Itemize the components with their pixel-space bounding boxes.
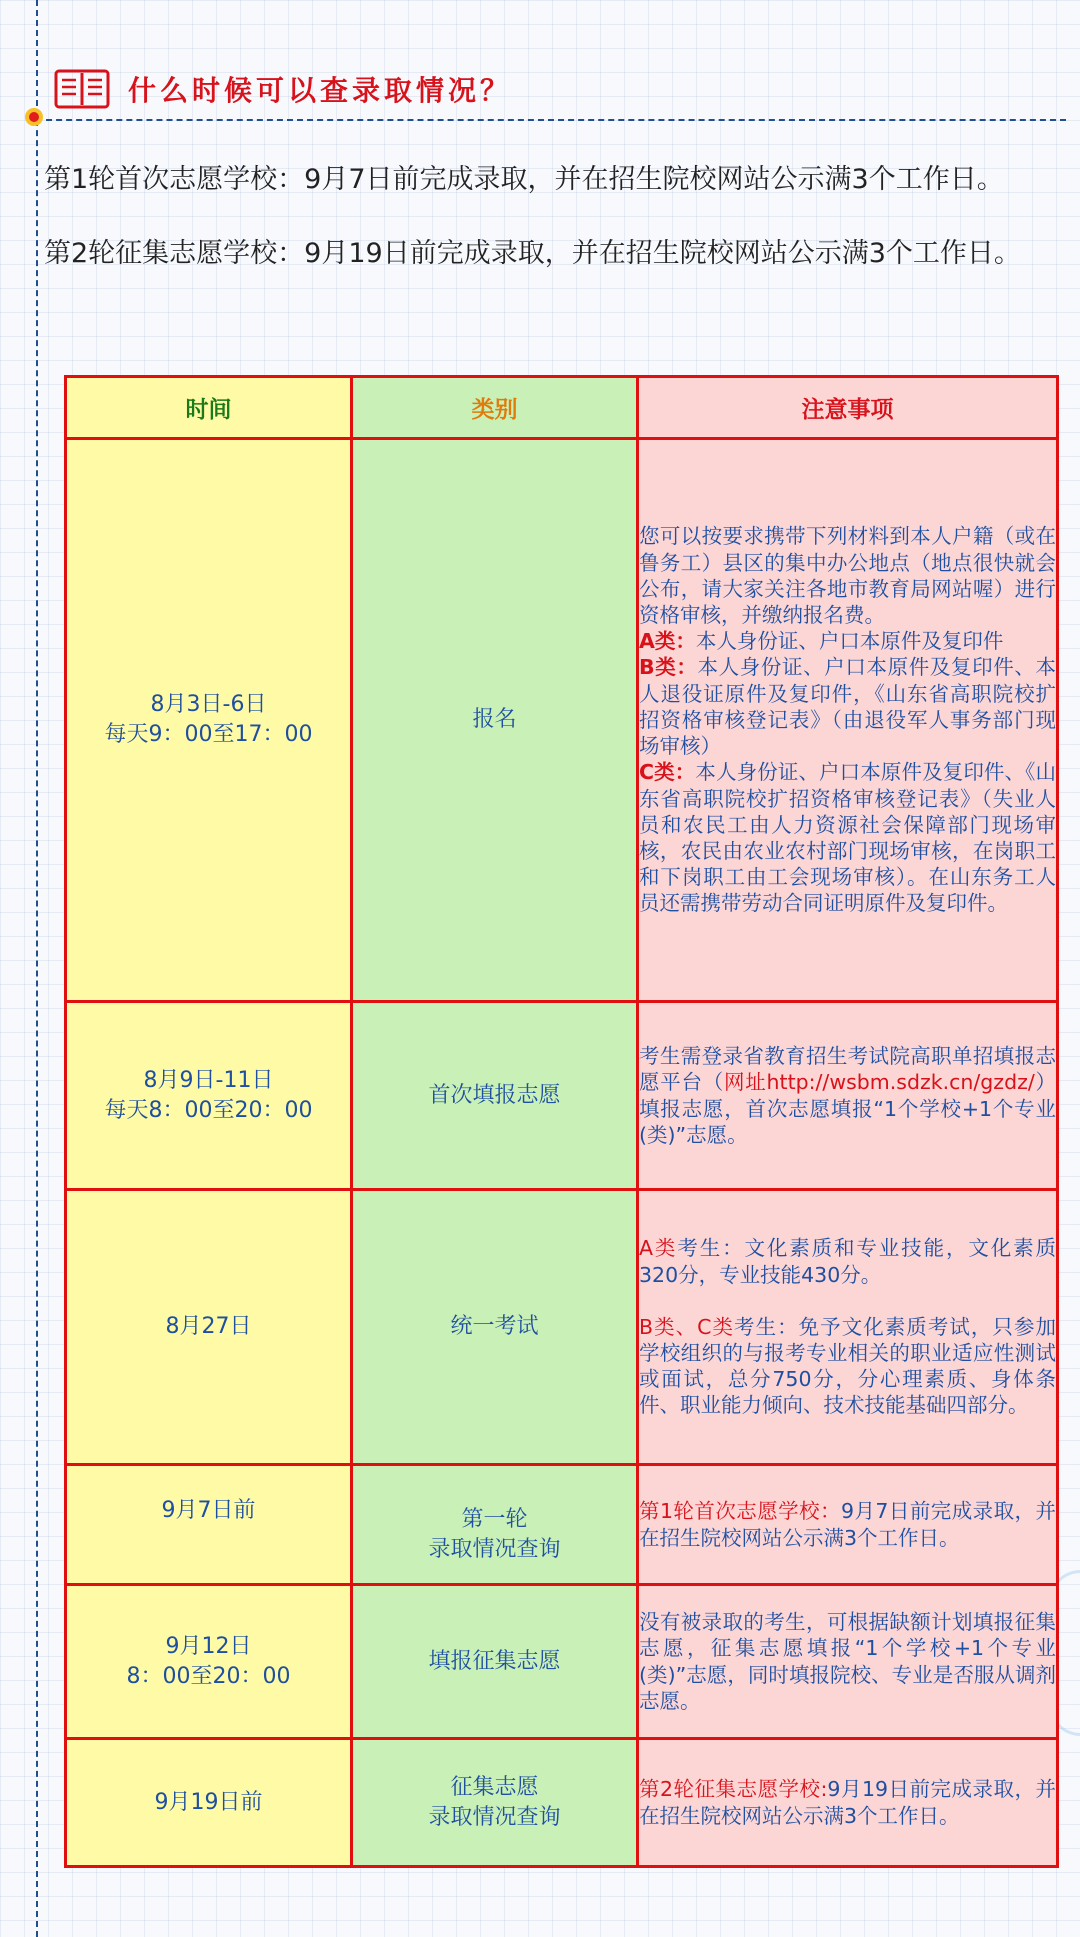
intro-paragraph-2: 第2轮征集志愿学校：9月19日前完成录取，并在招生院校网站公示满3个工作日。 <box>44 238 1021 269</box>
row-note: 您可以按要求携带下列材料到本人户籍（或在鲁务工）县区的集中办公地点（地点很快就会公布，请大家关注各地市教育局网站喔）进行资格审核，并缴纳报名费。 A类：本人身份证、户口本原件及复印件 B类：本人身份证、户口本原件及复印件、本人退役证原件及复印件，《山东省高职院校扩招资格审核登记表》（由退役军人事务部门现场审核） C类：本人身份证、户口本原件及复印件、《山东省高职院校扩招资格审核登记表》（失业人员和农民工由人力资源社会保障部门现场审核，农民由农业农村部门现场审核，在岗职工和下岗职工由工会现场审核）。在山东务工人员还需携带劳动合同证明原件及复印件。 <box>638 439 1058 1002</box>
row-time: 8月9日-11日 每天8：00至20：00 <box>66 1002 352 1190</box>
row-category: 报名 <box>352 439 638 1002</box>
bullet-dot-icon <box>25 108 43 126</box>
header-category: 类别 <box>352 377 638 439</box>
row-note: 没有被录取的考生，可根据缺额计划填报征集志愿，征集志愿填报“1个学校+1个专业(类)”志愿，同时填报院校、专业是否服从调剂志愿。 <box>638 1585 1058 1739</box>
table-row <box>66 1002 1058 1190</box>
section-header <box>54 66 512 112</box>
book-icon <box>54 69 110 109</box>
row-note: A类考生：文化素质和专业技能，文化素质320分，专业技能430分。 B类、C类考生：免予文化素质考试，只参加学校组织的与报考专业相关的职业适应性测试或面试，总分750分，分心理素质、身体条件、职业能力倾向、技术技能基础四部分。 <box>638 1190 1058 1465</box>
row-category: 第一轮 录取情况查询 <box>352 1465 638 1585</box>
left-dashed-guide <box>36 0 38 1937</box>
table-row <box>66 439 1058 1002</box>
row-category: 统一考试 <box>352 1190 638 1465</box>
row-time: 9月12日 8：00至20：00 <box>66 1585 352 1739</box>
row-note: 第2轮征集志愿学校:9月19日前完成录取，并在招生院校网站公示满3个工作日。 <box>638 1739 1058 1867</box>
row-time: 8月3日-6日 每天9：00至17：00 <box>66 439 352 1002</box>
table-row <box>66 1190 1058 1465</box>
row-category: 征集志愿 录取情况查询 <box>352 1739 638 1867</box>
page-title: 什么时候可以查录取情况？ <box>128 74 513 107</box>
row-note: 考生需登录省教育招生考试院高职单招填报志愿平台（网址http://wsbm.sdzk.cn/gzdz/）填报志愿，首次志愿填报“1个学校+1个专业(类)”志愿。 <box>638 1002 1058 1190</box>
header-time: 时间 <box>66 377 352 439</box>
row-category: 填报征集志愿 <box>352 1585 638 1739</box>
intro-paragraph-1: 第1轮首次志愿学校：9月7日前完成录取，并在招生院校网站公示满3个工作日。 <box>44 164 1004 195</box>
table-row <box>66 1739 1058 1867</box>
schedule-table <box>64 375 1059 1868</box>
header-notes: 注意事项 <box>638 377 1058 439</box>
platform-url-link[interactable]: 网址http://wsbm.sdzk.cn/gzdz/ <box>724 1070 1035 1095</box>
table-row <box>66 1465 1058 1585</box>
intro-text <box>44 160 1049 308</box>
row-time: 9月19日前 <box>66 1739 352 1867</box>
row-category: 首次填报志愿 <box>352 1002 638 1190</box>
row-note: 第1轮首次志愿学校：9月7日前完成录取，并在招生院校网站公示满3个工作日。 <box>638 1465 1058 1585</box>
table-header-row <box>66 377 1058 439</box>
row-time: 8月27日 <box>66 1190 352 1465</box>
header-divider <box>36 119 1066 121</box>
row-time: 9月7日前 <box>66 1465 352 1585</box>
table-row <box>66 1585 1058 1739</box>
